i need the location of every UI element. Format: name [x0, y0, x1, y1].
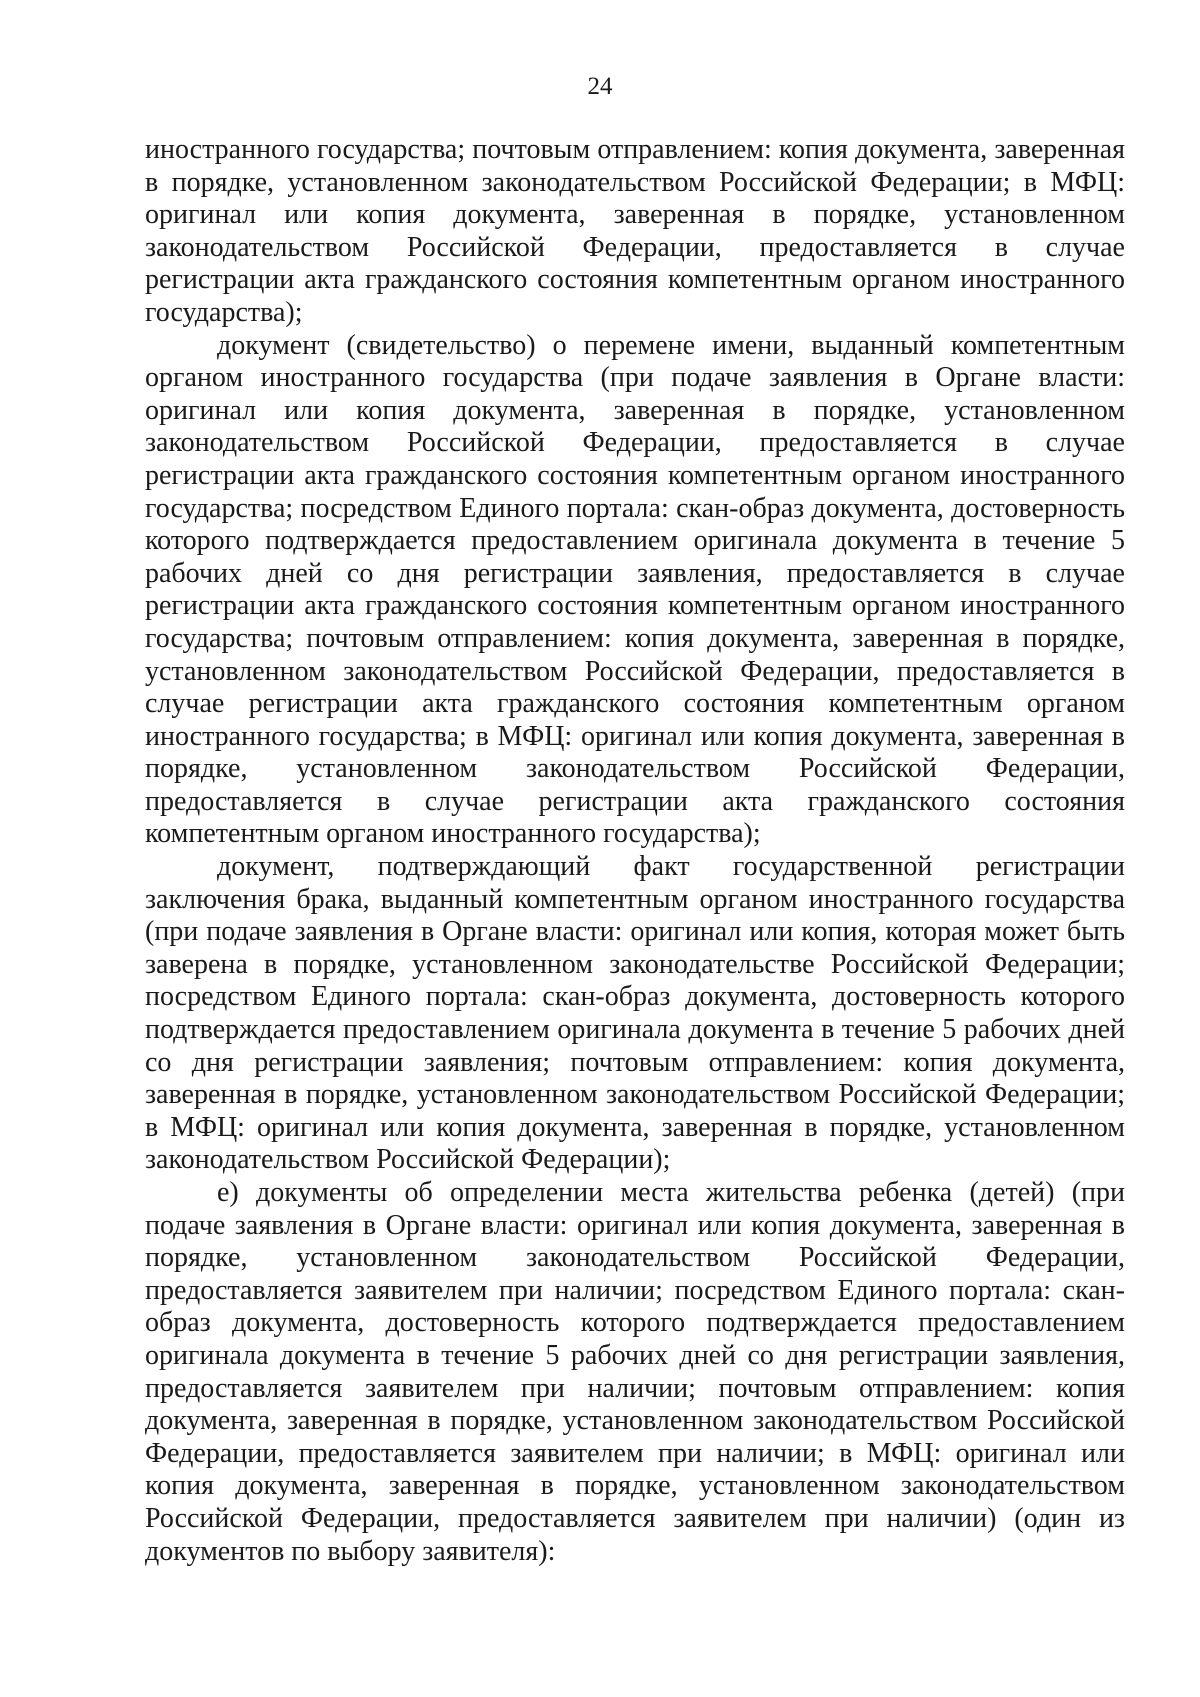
page-number: 24	[587, 73, 613, 100]
paragraph-name-change-certificate: документ (свидетельство) о перемене имени, выданный компетентным органом иностранного государства (при подаче заявления в Органе власти: оригинал или копия документа, заверенная в порядке, установленном законодательством Российской Федерации, предоставляется в случае регистрации акта гражданского состояния компетентным органом иностранного государства; посредством Единого портала: скан-образ документа, достоверность которого подтверждается предоставлением оригинала документа в течение 5 рабочих дней со дня регистрации заявления, предоставляется в случае регистрации акта гражданского состояния компетентным органом иностранного государства; почтовым отправлением: копия документа, заверенная в порядке, установленном законодательством Российской Федерации, предоставляется в случае регистрации акта гражданского состояния компетентным органом иностранного государства; в МФЦ: оригинал или копия документа, заверенная в порядке, установленном законодательством Российской Федерации, предоставляется в случае регистрации акта гражданского состояния компетентным органом иностранного государства);	[145, 329, 1125, 850]
paragraph-marriage-registration: документ, подтверждающий факт государственной регистрации заключения брака, выданный компетентным органом иностранного государства (при подаче заявления в Органе власти: оригинал или копия, которая может быть заверена в порядке, установленном законодательстве Российской Федерации; посредством Единого портала: скан-образ документа, достоверность которого подтверждается предоставлением оригинала документа в течение 5 рабочих дней со дня регистрации заявления; почтовым отправлением: копия документа, заверенная в порядке, установленном законодательством Российской Федерации; в МФЦ: оригинал или копия документа, заверенная в порядке, установленном законодательством Российской Федерации);	[145, 851, 1125, 1176]
document-body	[145, 134, 1125, 1568]
paragraph-child-residence: е) документы об определении места жительства ребенка (детей) (при подаче заявления в Органе власти: оригинал или копия документа, заверенная в порядке, установленном законодательством Российской Федерации, предоставляется заявителем при наличии; посредством Единого портала: скан-образ документа, достоверность которого подтверждается предоставлением оригинала документа в течение 5 рабочих дней со дня регистрации заявления, предоставляется заявителем при наличии; почтовым отправлением: копия документа, заверенная в порядке, установленном законодательством Российской Федерации, предоставляется заявителем при наличии; в МФЦ: оригинал или копия документа, заверенная в порядке, установленном законодательством Российской Федерации, предоставляется заявителем при наличии) (один из документов по выбору заявителя):	[145, 1177, 1125, 1567]
paragraph-continuation: иностранного государства; почтовым отправлением: копия документа, заверенная в порядке, установленном законодательством Российской Федерации; в МФЦ: оригинал или копия документа, заверенная в порядке, установленном законодательством Российской Федерации, предоставляется в случае регистрации акта гражданского состояния компетентным органом иностранного государства);	[145, 134, 1125, 328]
